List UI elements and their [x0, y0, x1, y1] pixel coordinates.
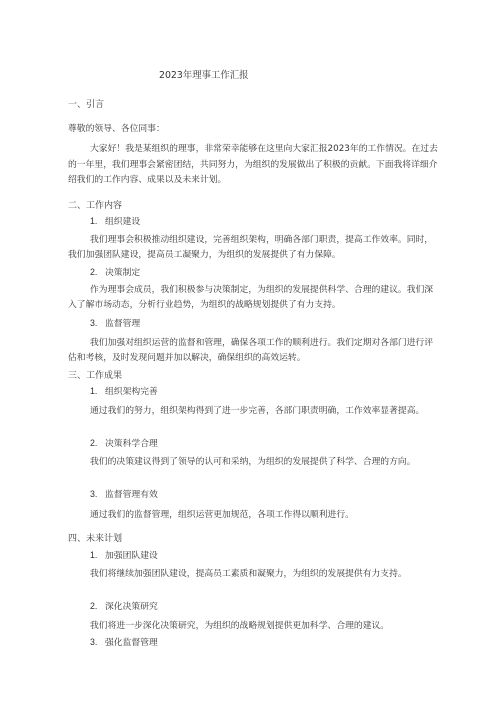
future-item-2-text: 我们将进一步深化决策研究，为组织的战略规划提供更加科学、合理的建议。: [90, 621, 390, 631]
heading-work: 二、工作内容: [68, 201, 123, 211]
results-item-1-title: 1. 组织架构完善: [90, 386, 158, 397]
work-item-2-title: 2. 决策制定: [90, 267, 141, 278]
work-item-3-text: 我们加强对组织运营的监督和管理，确保各项工作的顺利进行。我们定期对各部门进行评估和考核，及时发现问题并加以解决，确保组织的高效运转。: [68, 338, 434, 363]
results-item-1-text: 通过我们的努力，组织架构得到了进一步完善，各部门职责明确，工作效率显著提高。: [90, 406, 425, 416]
salutation: 尊敬的领导、各位同事：: [68, 124, 165, 134]
results-item-3-title: 3. 监督管理有效: [90, 489, 158, 500]
future-item-2-title: 2. 深化决策研究: [90, 601, 158, 612]
work-item-1-title: 1. 组织建设: [90, 216, 141, 227]
future-item-3-title: 3. 强化监督管理: [90, 637, 158, 648]
heading-intro: 一、引言: [68, 100, 105, 110]
work-item-3-title: 3. 监督管理: [90, 318, 141, 329]
heading-future: 四、未来计划: [68, 534, 123, 544]
future-item-1-title: 1. 加强团队建设: [90, 550, 158, 561]
document-title: 2023年理事工作汇报: [159, 70, 249, 81]
intro-paragraph: [68, 142, 438, 189]
heading-results: 三、工作成果: [68, 371, 123, 381]
work-item-2-text: 作为理事会成员，我们积极参与决策制定，为组织的发展提供科学、合理的建议。我们深入了解市场动态，分析行业趋势，为组织的战略规划提供了有力支持。: [68, 285, 434, 310]
results-item-2-title: 2. 决策科学合理: [90, 438, 158, 449]
results-item-2-text: 我们的决策建议得到了领导的认可和采纳，为组织的发展提供了科学、合理的方向。: [90, 457, 416, 467]
future-item-1-text: 我们将继续加强团队建设，提高员工素质和凝聚力，为组织的发展提供有力支持。: [90, 569, 407, 579]
intro-text: 大家好！我是某组织的理事，非常荣幸能够在这里向大家汇报2023年的工作情况。在过去的一年里，我们理事会紧密团结，共同努力，为组织的发展做出了积极的贡献。下面我将详细介绍我们的工作内容、成果以及未来计划。: [68, 144, 438, 185]
work-item-1-text: 我们理事会积极推动组织建设，完善组织架构，明确各部门职责，提高工作效率。同时，我们加强团队建设，提高员工凝聚力，为组织的发展提供了有力保障。: [68, 235, 434, 260]
results-item-3-text: 通过我们的监督管理，组织运营更加规范，各项工作得以顺利进行。: [90, 510, 354, 520]
